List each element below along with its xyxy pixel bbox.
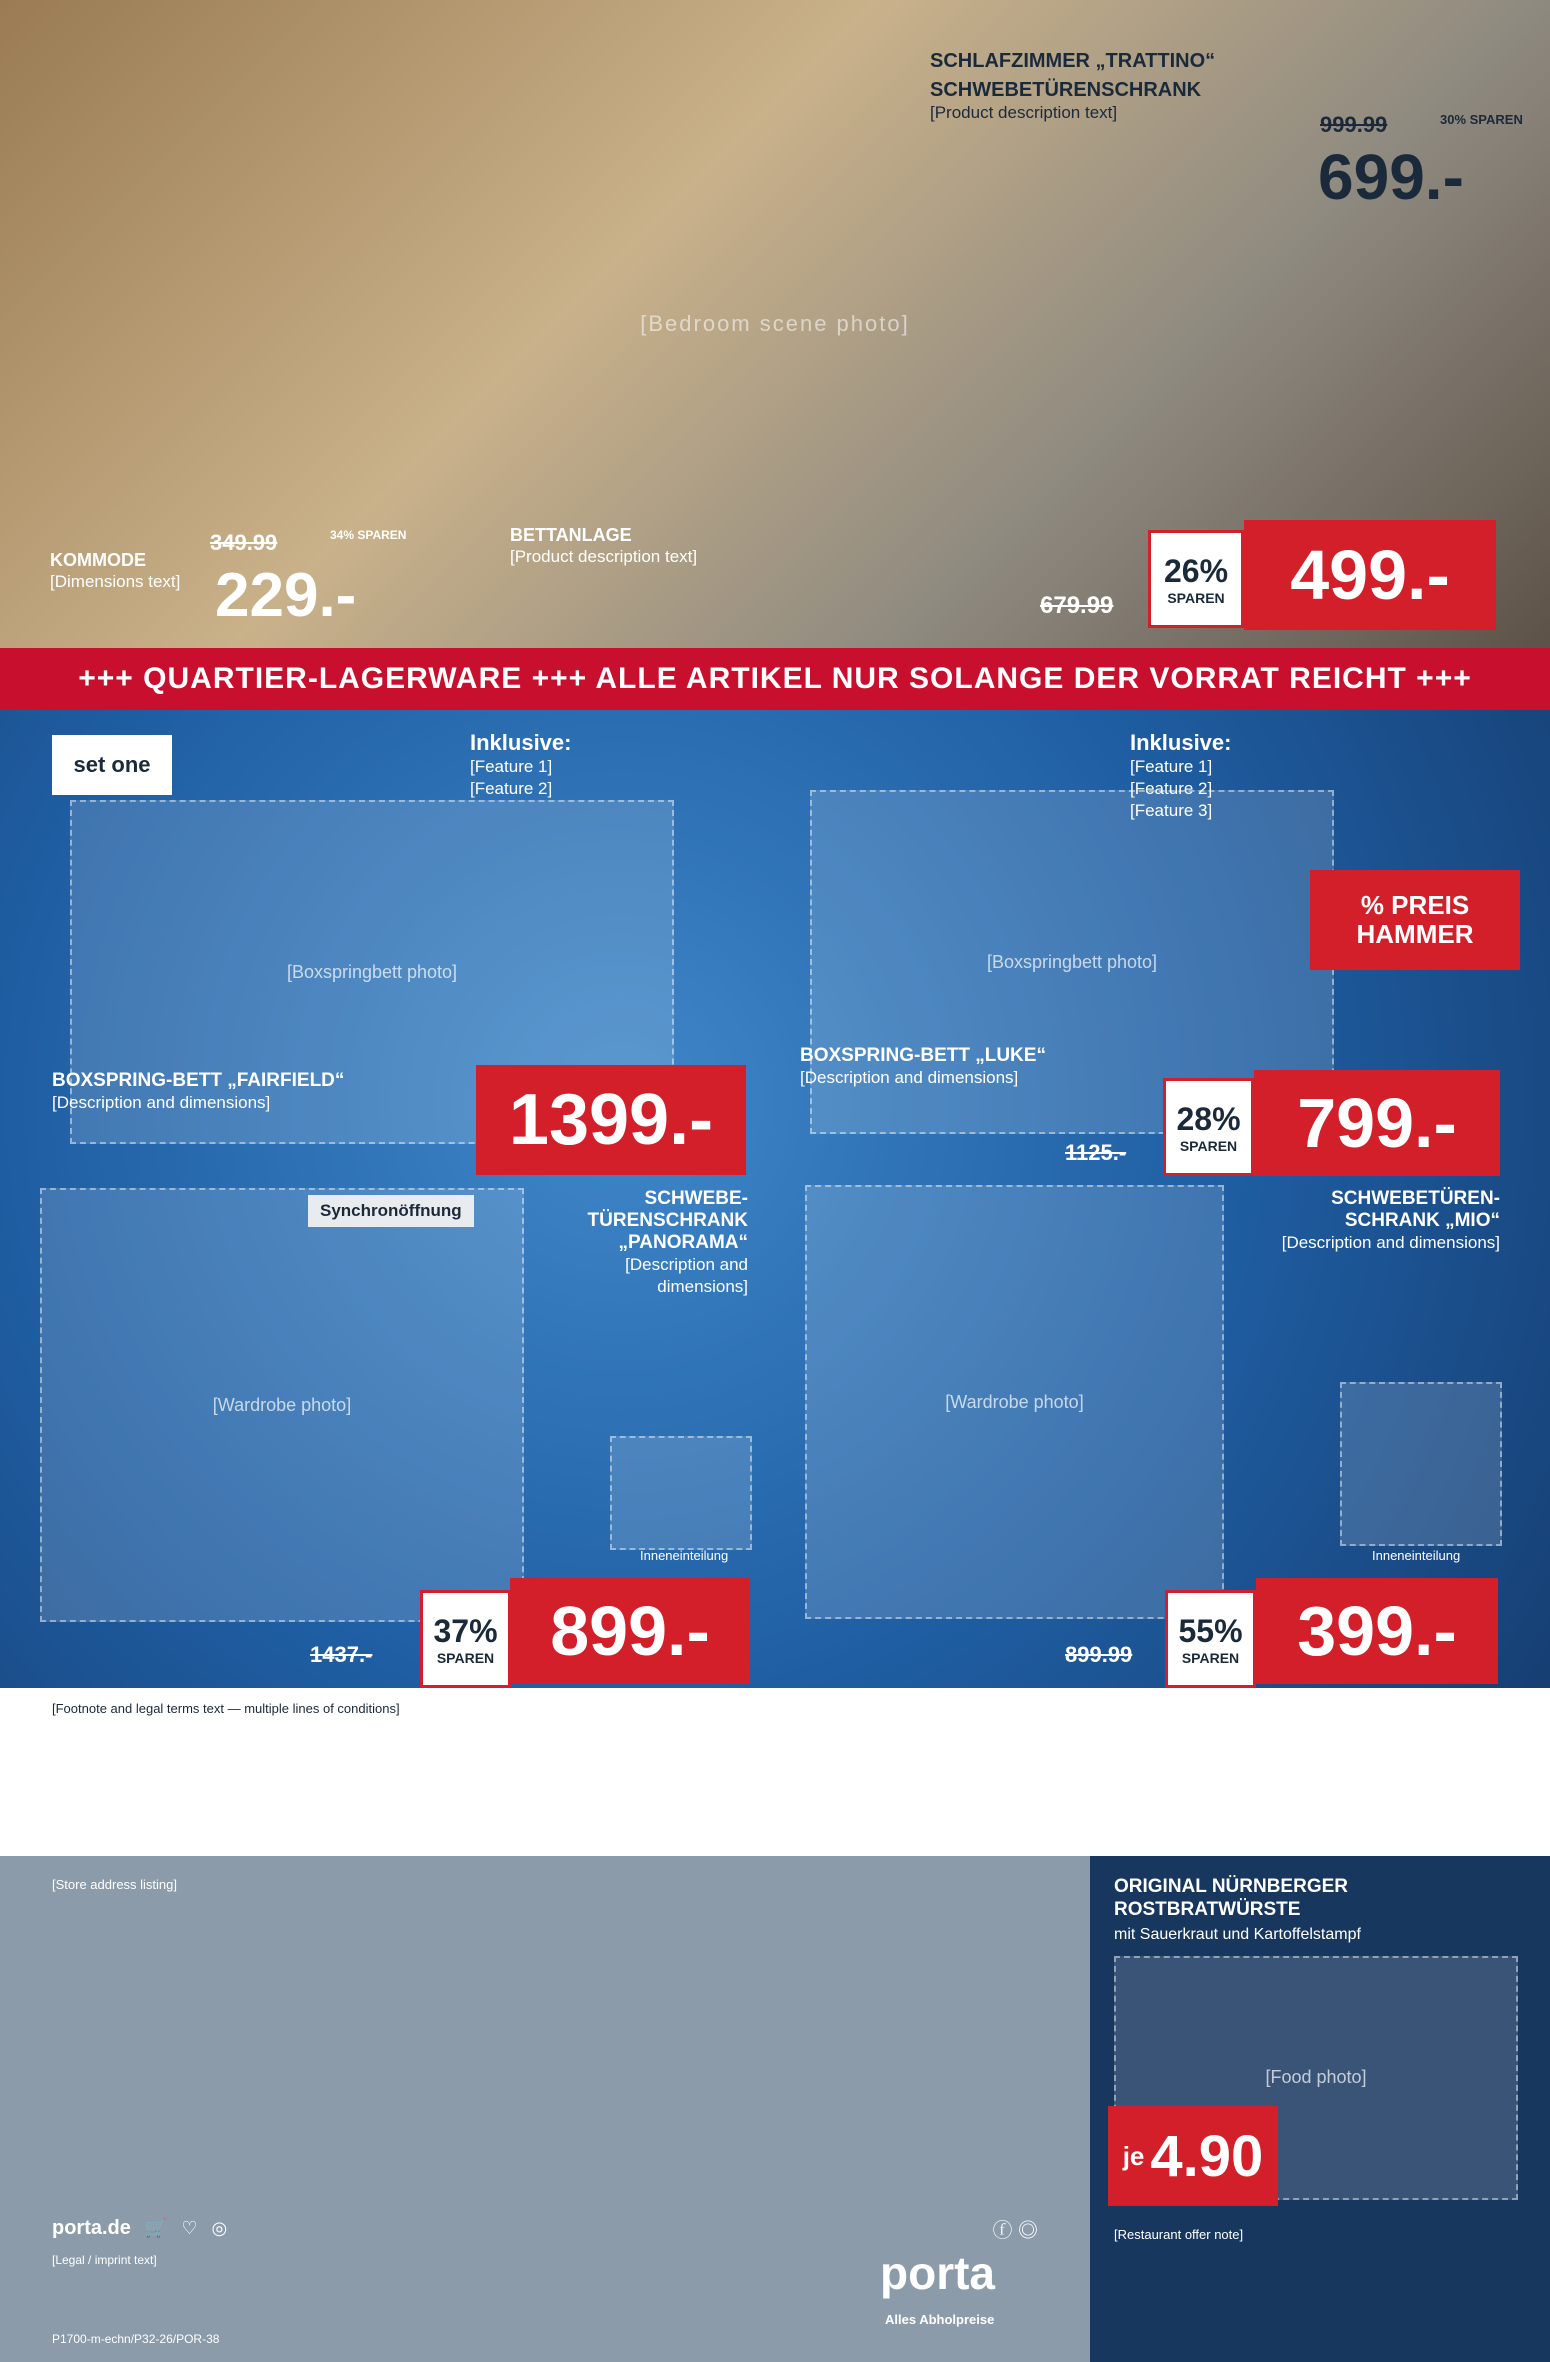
bettanlage-save-word: SPAREN: [1167, 589, 1225, 606]
bettanlage-save-pct: 26%: [1163, 552, 1229, 589]
catalog-code: P1700-m-echn/P32-26/POR-38: [52, 2332, 220, 2346]
restaurant-je: je: [1122, 2140, 1145, 2171]
bettanlage-save-badge: [1148, 530, 1244, 628]
preishammer-badge: % PREIS HAMMER: [1310, 870, 1520, 970]
panorama-image: [Wardrobe photo]: [40, 1188, 524, 1622]
mio-inner-label: Inneneinteilung: [1372, 1548, 1461, 1563]
bettanlage-title: BETTANLAGE: [510, 525, 632, 545]
bettanlage-info: [510, 525, 1030, 568]
mio-title: SCHWEBETÜREN-SCHRANK „MIO“: [1331, 1188, 1500, 1231]
fairfield-price: 1399.-: [476, 1065, 746, 1175]
panorama-inner-image: [610, 1436, 752, 1550]
user-icon[interactable]: ◎: [211, 2218, 228, 2238]
mio-save-pct: 55%: [1178, 1612, 1243, 1649]
bettanlage-desc: [Product description text]: [510, 547, 698, 566]
restaurant-note: [Restaurant offer note]: [1114, 2226, 1244, 2242]
restaurant-subtitle: mit Sauerkraut und Kartoffelstampf: [1114, 1925, 1361, 1943]
schlafzimmer-title: SCHLAFZIMMER „TRATTINO“: [930, 50, 1216, 72]
luke-incl-item: [Feature 1]: [1130, 757, 1213, 776]
cart-icon[interactable]: 🛒: [144, 2218, 168, 2238]
luke-image: [Boxspringbett photo]: [810, 790, 1334, 1134]
kommode-save: 34% SPAREN: [330, 528, 407, 542]
bettanlage-price: 499.-: [1244, 520, 1496, 630]
kommode-title: KOMMODE: [50, 550, 146, 570]
social-icons[interactable]: ⓕ ◎: [992, 2220, 1038, 2242]
synchron-tag: Synchronöffnung: [308, 1195, 474, 1227]
store-list: [Store address listing]: [52, 1877, 178, 1892]
kommode-price: 229.-: [215, 561, 357, 630]
footer-links-row: [52, 2214, 1038, 2243]
panorama-old-price: 1437.-: [310, 1642, 373, 1667]
hero-photo: [Bedroom scene photo]: [640, 311, 910, 336]
panorama-info: [540, 1188, 748, 1298]
mio-save-word: SPAREN: [1181, 1649, 1240, 1666]
bettanlage-old-price: 679.99: [1040, 592, 1114, 619]
food-image: [Food photo]: [1114, 1956, 1518, 2200]
fairfield-inclusive: [470, 730, 770, 800]
fairfield-incl-item: [Feature 2]: [470, 779, 553, 799]
mio-info: [1250, 1188, 1500, 1254]
fairfield-title: BOXSPRING-BETT „FAIRFIELD“: [52, 1070, 345, 1091]
schlafzimmer-price: 699.-: [1318, 141, 1464, 213]
fairfield-incl-title: Inklusive:: [470, 730, 572, 755]
luke-incl-item: [Feature 2]: [1130, 779, 1213, 799]
fairfield-image: [Boxspringbett photo]: [70, 800, 674, 1144]
restaurant-price-box: [1108, 2106, 1278, 2206]
mio-inner-image: [1340, 1382, 1502, 1546]
schlafzimmer-old-price: 999.99: [1320, 112, 1388, 137]
brand-logo: set one: [52, 735, 172, 795]
panorama-desc: [Description and dimensions]: [625, 1255, 748, 1297]
hero-section: [0, 0, 1550, 648]
panorama-save-badge: [420, 1590, 511, 1688]
schlafzimmer-subtitle: SCHWEBETÜRENSCHRANK: [930, 79, 1202, 101]
restaurant-offer: [1090, 1856, 1550, 2362]
mio-save-badge: [1165, 1590, 1256, 1688]
schlafzimmer-desc: [Product description text]: [930, 103, 1118, 122]
kommode-old-price: 349.99: [210, 530, 278, 555]
luke-save-pct: 28%: [1176, 1100, 1241, 1137]
luke-title: BOXSPRING-BETT „LUKE“: [800, 1045, 1046, 1066]
products-section: [0, 710, 1550, 1688]
legal-text: [Legal / imprint text]: [52, 2253, 157, 2267]
mio-image: [Wardrobe photo]: [805, 1185, 1224, 1619]
stock-banner: +++ QUARTIER-LAGERWARE +++ ALLE ARTIKEL NUR SOLANGE DER VORRAT REICHT +++: [0, 648, 1550, 710]
luke-price: 799.-: [1254, 1070, 1500, 1176]
kommode-info: [50, 550, 200, 593]
luke-incl-item: [Feature 3]: [1130, 801, 1213, 821]
panorama-inner-label: Inneneinteilung: [640, 1548, 729, 1563]
panorama-price: 899.-: [510, 1578, 750, 1684]
footnotes: [Footnote and legal terms text — multiple lines of conditions]: [0, 1688, 1550, 1856]
panorama-title: SCHWEBE-TÜRENSCHRANK „PANORAMA“: [587, 1188, 748, 1253]
mio-old-price: 899.99: [1065, 1642, 1133, 1667]
mio-price: 399.-: [1256, 1578, 1498, 1684]
kommode-desc: [Dimensions text]: [50, 572, 181, 591]
fairfield-info: [52, 1070, 432, 1114]
restaurant-title: ORIGINAL NÜRNBERGER ROSTBRATWÜRSTE: [1114, 1876, 1348, 1920]
luke-old-price: 1125.-: [1065, 1140, 1127, 1165]
fairfield-incl-item: [Feature 1]: [470, 757, 553, 776]
luke-incl-title: Inklusive:: [1130, 730, 1232, 755]
luke-info: [800, 1045, 1100, 1089]
luke-save-badge: [1163, 1078, 1254, 1176]
porta-logo: porta: [880, 2247, 995, 2299]
restaurant-price: 4.90: [1150, 2123, 1264, 2189]
schlafzimmer-info: [930, 50, 1330, 124]
store-footer: [0, 1856, 1090, 2362]
mio-desc: [Description and dimensions]: [1281, 1233, 1500, 1252]
panorama-save-word: SPAREN: [436, 1649, 495, 1666]
schlafzimmer-save: 30% SPAREN: [1440, 112, 1523, 127]
website-link[interactable]: porta.de: [52, 2217, 131, 2239]
panorama-save-pct: 37%: [433, 1612, 498, 1649]
luke-inclusive: [1130, 730, 1510, 822]
heart-icon[interactable]: ♡: [181, 2218, 198, 2238]
luke-desc: [Description and dimensions]: [800, 1068, 1019, 1087]
logo-subline: Alles Abholpreise: [885, 2312, 995, 2327]
luke-save-word: SPAREN: [1179, 1137, 1238, 1154]
fairfield-desc: [Description and dimensions]: [52, 1093, 271, 1112]
